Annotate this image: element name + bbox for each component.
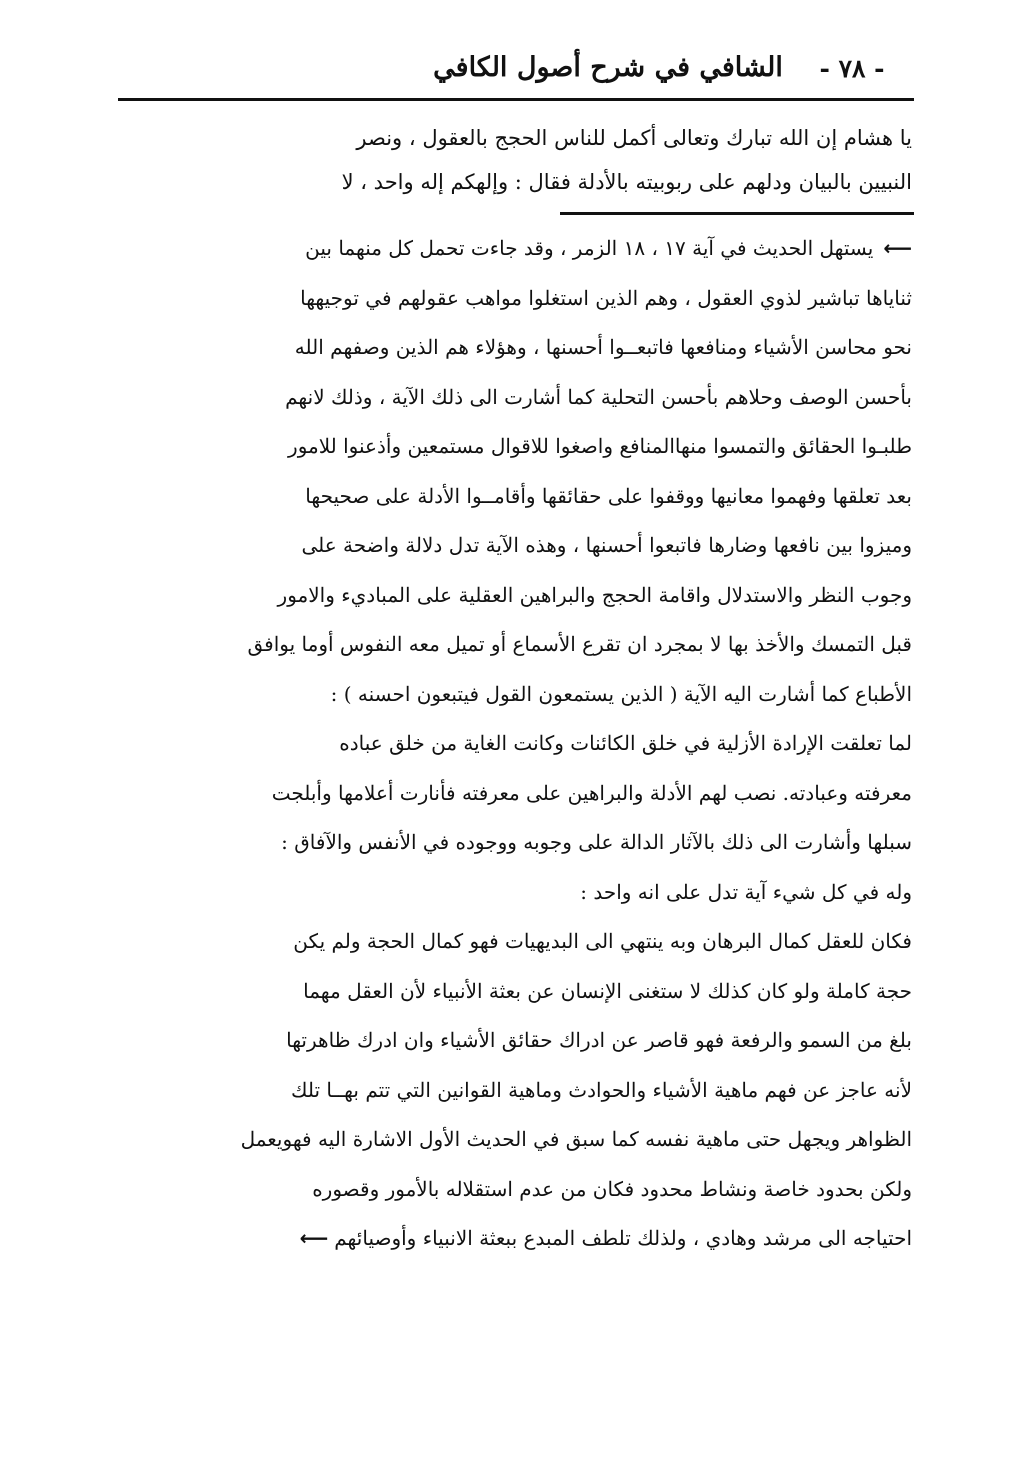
commentary-text — [120, 224, 912, 1264]
header-rule — [118, 98, 914, 101]
running-title: الشافي في شرح أصول الكافي — [433, 52, 783, 83]
commentary-line: وميزوا بين نافعها وضارها فاتبعوا أحسنها ، وهذه الآية تدل دلالة واضحة على — [301, 533, 912, 557]
arrow-start-icon: ⟵ — [883, 236, 912, 260]
commentary-line: بعد تعلقها وفهموا معانيها ووقفوا على حقائقها وأقامــوا الأدلة على صحيحها — [305, 483, 912, 508]
commentary-line: بأحسن الوصف وحلاهم بأحسن التحلية كما أشارت الى ذلك الآية ، وذلك لانهم — [285, 384, 912, 409]
commentary-line: ولكن بحدود خاصة ونشاط محدود فكان من عدم استقلاله بالأمور وقصوره — [312, 1176, 912, 1201]
arrow-end-icon: ⟵ — [299, 1226, 329, 1250]
hadith-line: يا هشام إن الله تبارك وتعالى أكمل للناس الحجج بالعقول ، ونصر — [356, 126, 912, 150]
commentary-line: بلغ من السمو والرفعة فهو قاصر عن ادراك حقائق الأشياء وان ادرك ظاهرتها — [286, 1028, 912, 1052]
hadith-text — [120, 116, 912, 204]
page-number: - ٧٨ - — [819, 54, 885, 83]
commentary-line: فكان للعقل كمال البرهان وبه ينتهي الى البديهيات فهو كمال الحجة ولم يكن — [293, 929, 912, 953]
commentary-line: حجة كاملة ولو كان كذلك لا ستغنى الإنسان عن بعثة الأنبياء لأن العقل مهما — [303, 978, 912, 1003]
commentary-line: وله في كل شيء آية تدل على انه واحد : — [580, 879, 912, 904]
commentary-line: نحو محاسن الأشياء ومنافعها فاتبعــوا أحسنها ، وهؤلاء هم الذين وصفهم الله — [294, 335, 912, 359]
commentary-line — [120, 224, 912, 274]
commentary-line: سبلها وأشارت الى ذلك بالآثار الدالة على وجوبه ووجوده في الأنفس والآفاق : — [281, 830, 912, 854]
commentary-line: ثناياها تباشير لذوي العقول ، وهم الذين استغلوا مواهب عقولهم في توجيهها — [300, 285, 912, 310]
commentary-line: الأطباع كما أشارت اليه الآية ( الذين يستمعون القول فيتبعون احسنه ) : — [330, 681, 912, 706]
commentary-line-text: يستهل الحديث في آية ١٧ ، ١٨ الزمر ، وقد جاءت تحمل كل منهما بين — [305, 236, 874, 260]
commentary-line: طلبـوا الحقائق والتمسوا منهاالمنافع واصغوا للاقوال مستمعين وأذعنوا للامور — [288, 434, 912, 458]
commentary-line: وجوب النظر والاستدلال واقامة الحجج والبراهين العقلية على المباديء والامور — [277, 582, 912, 607]
hadith-line: النبيين بالبيان ودلهم على ربوبيته بالأدلة فقال : وإلهكم إله واحد ، لا — [341, 170, 912, 194]
section-divider — [560, 212, 914, 215]
page-header — [118, 44, 914, 96]
commentary-line: لما تعلقت الإرادة الأزلية في خلق الكائنات وكانت الغاية من خلق عباده — [339, 731, 912, 755]
commentary-line: لأنه عاجز عن فهم ماهية الأشياء والحوادث وماهية القوانين التي تتم بهــا تلك — [290, 1077, 912, 1102]
commentary-line-text: احتياجه الى مرشد وهادي ، ولذلك تلطف المبدع ببعثة الانبياء وأوصيائهم — [334, 1226, 912, 1250]
commentary-line: الظواهر ويجهل حتى ماهية نفسه كما سبق في الحديث الأول الاشارة اليه فهويعمل — [240, 1127, 912, 1151]
commentary-line — [120, 1214, 912, 1264]
commentary-line: معرفته وعبادته. نصب لهم الأدلة والبراهين على معرفته فأنارت أعلامها وأبلجت — [271, 780, 912, 805]
commentary-line: قبل التمسك والأخذ بها لا بمجرد ان تقرع الأسماع أو تميل معه النفوس أوما يوافق — [247, 632, 912, 656]
